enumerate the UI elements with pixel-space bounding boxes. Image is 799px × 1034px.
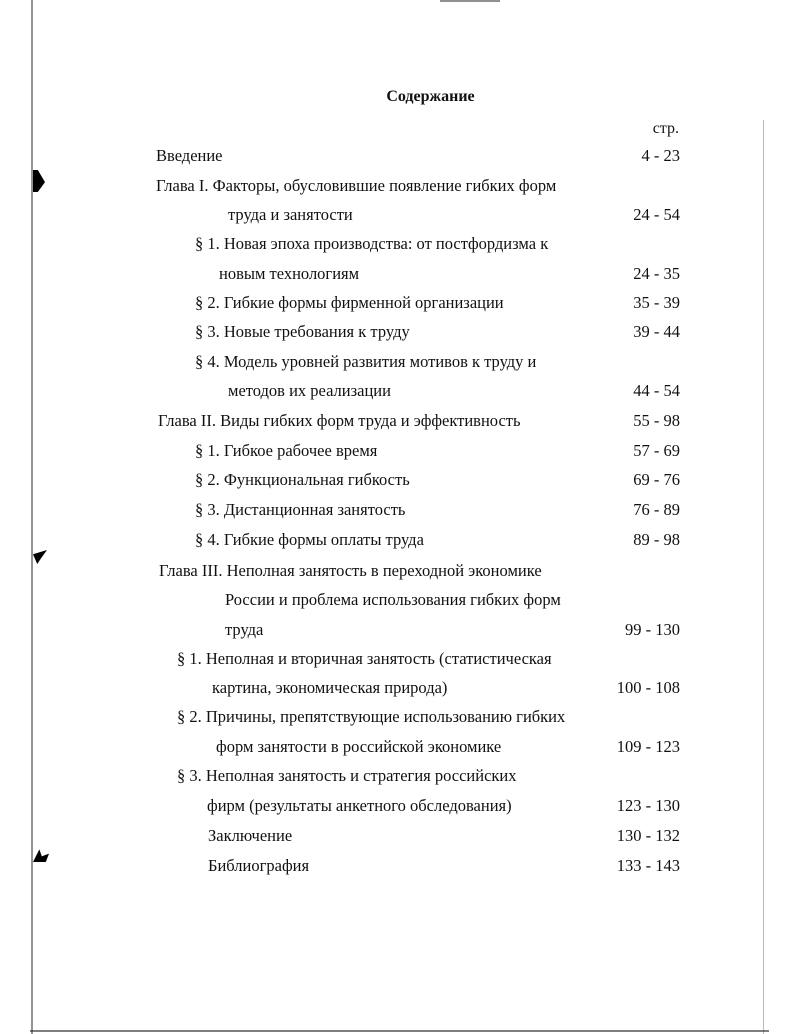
scan-left-edge [31, 0, 33, 1034]
binder-hole-mark [33, 848, 49, 862]
toc-entry-pages: 39 - 44 [633, 322, 680, 341]
toc-entry-text: труда и занятости [228, 205, 353, 224]
toc-entry-text: § 3. Дистанционная занятость [195, 500, 406, 519]
toc-entry-text: Библиография [208, 856, 310, 875]
toc-entry-pages: 109 - 123 [616, 737, 680, 756]
toc-entry-text: § 1. Неполная и вторичная занятость (статистическая [177, 649, 552, 668]
toc-entry-text: § 4. Гибкие формы оплаты труда [195, 530, 424, 549]
toc-entry-pages: 76 - 89 [633, 500, 680, 519]
page-title: Содержание [386, 88, 475, 105]
toc-entry-text: § 2. Функциональная гибкость [195, 470, 410, 489]
toc-entry-text: § 3. Новые требования к труду [195, 322, 410, 341]
toc-entry-text: методов их реализации [228, 381, 391, 400]
pages-column-header: стр. [652, 120, 679, 137]
toc-entry-text: § 3. Неполная занятость и стратегия российских [177, 766, 517, 785]
toc-entry-pages: 133 - 143 [616, 856, 680, 875]
toc-entry-text: § 1. Новая эпоха производства: от постфордизма к [195, 234, 549, 253]
scan-bottom-edge [30, 1030, 769, 1032]
toc-entry-text: картина, экономическая природа) [212, 678, 448, 697]
toc-entry-pages: 130 - 132 [616, 826, 680, 845]
scan-top-mark [440, 0, 500, 2]
toc-entry-pages: 35 - 39 [633, 293, 680, 312]
toc-entry-pages: 89 - 98 [633, 530, 680, 549]
toc-entry-pages: 123 - 130 [616, 796, 680, 815]
toc-entry-text: фирм (результаты анкетного обследования) [207, 796, 512, 815]
toc-entry-text: новым технологиям [219, 264, 360, 283]
toc-entry-text: § 4. Модель уровней развития мотивов к труду и [195, 352, 537, 371]
toc-entry-text: Глава II. Виды гибких форм труда и эффективность [158, 411, 521, 430]
scan-right-edge [763, 120, 764, 1034]
toc-entry-pages: 69 - 76 [633, 470, 680, 489]
toc-entry-pages: 44 - 54 [633, 381, 680, 400]
toc-entry-text: § 2. Причины, препятствующие использованию гибких [177, 707, 566, 726]
toc-entry-pages: 24 - 35 [633, 264, 680, 283]
toc-entry-text: § 1. Гибкое рабочее время [195, 441, 378, 460]
toc-entry-pages: 24 - 54 [633, 205, 680, 224]
binder-hole-mark [33, 550, 47, 564]
toc-entry-pages: 55 - 98 [633, 411, 680, 430]
toc-entry-pages: 4 - 23 [641, 146, 680, 165]
toc-entry-text: § 2. Гибкие формы фирменной организации [195, 293, 504, 312]
toc-entry-text: форм занятости в российской экономике [216, 737, 502, 756]
toc-entry-pages: 57 - 69 [633, 441, 680, 460]
toc-entry-text: труда [225, 620, 264, 639]
binder-hole-mark [33, 170, 45, 192]
toc-entry-text: Глава I. Факторы, обусловившие появление гибких форм [156, 176, 557, 195]
toc-entry-pages: 100 - 108 [616, 678, 680, 697]
toc-entry-text: Введение [156, 146, 223, 165]
toc-entry-text: Заключение [208, 826, 293, 845]
toc-entry-text: России и проблема использования гибких форм [225, 590, 561, 609]
toc-entry-pages: 99 - 130 [625, 620, 680, 639]
toc-entry-text: Глава III. Неполная занятость в переходной экономике [159, 561, 542, 580]
